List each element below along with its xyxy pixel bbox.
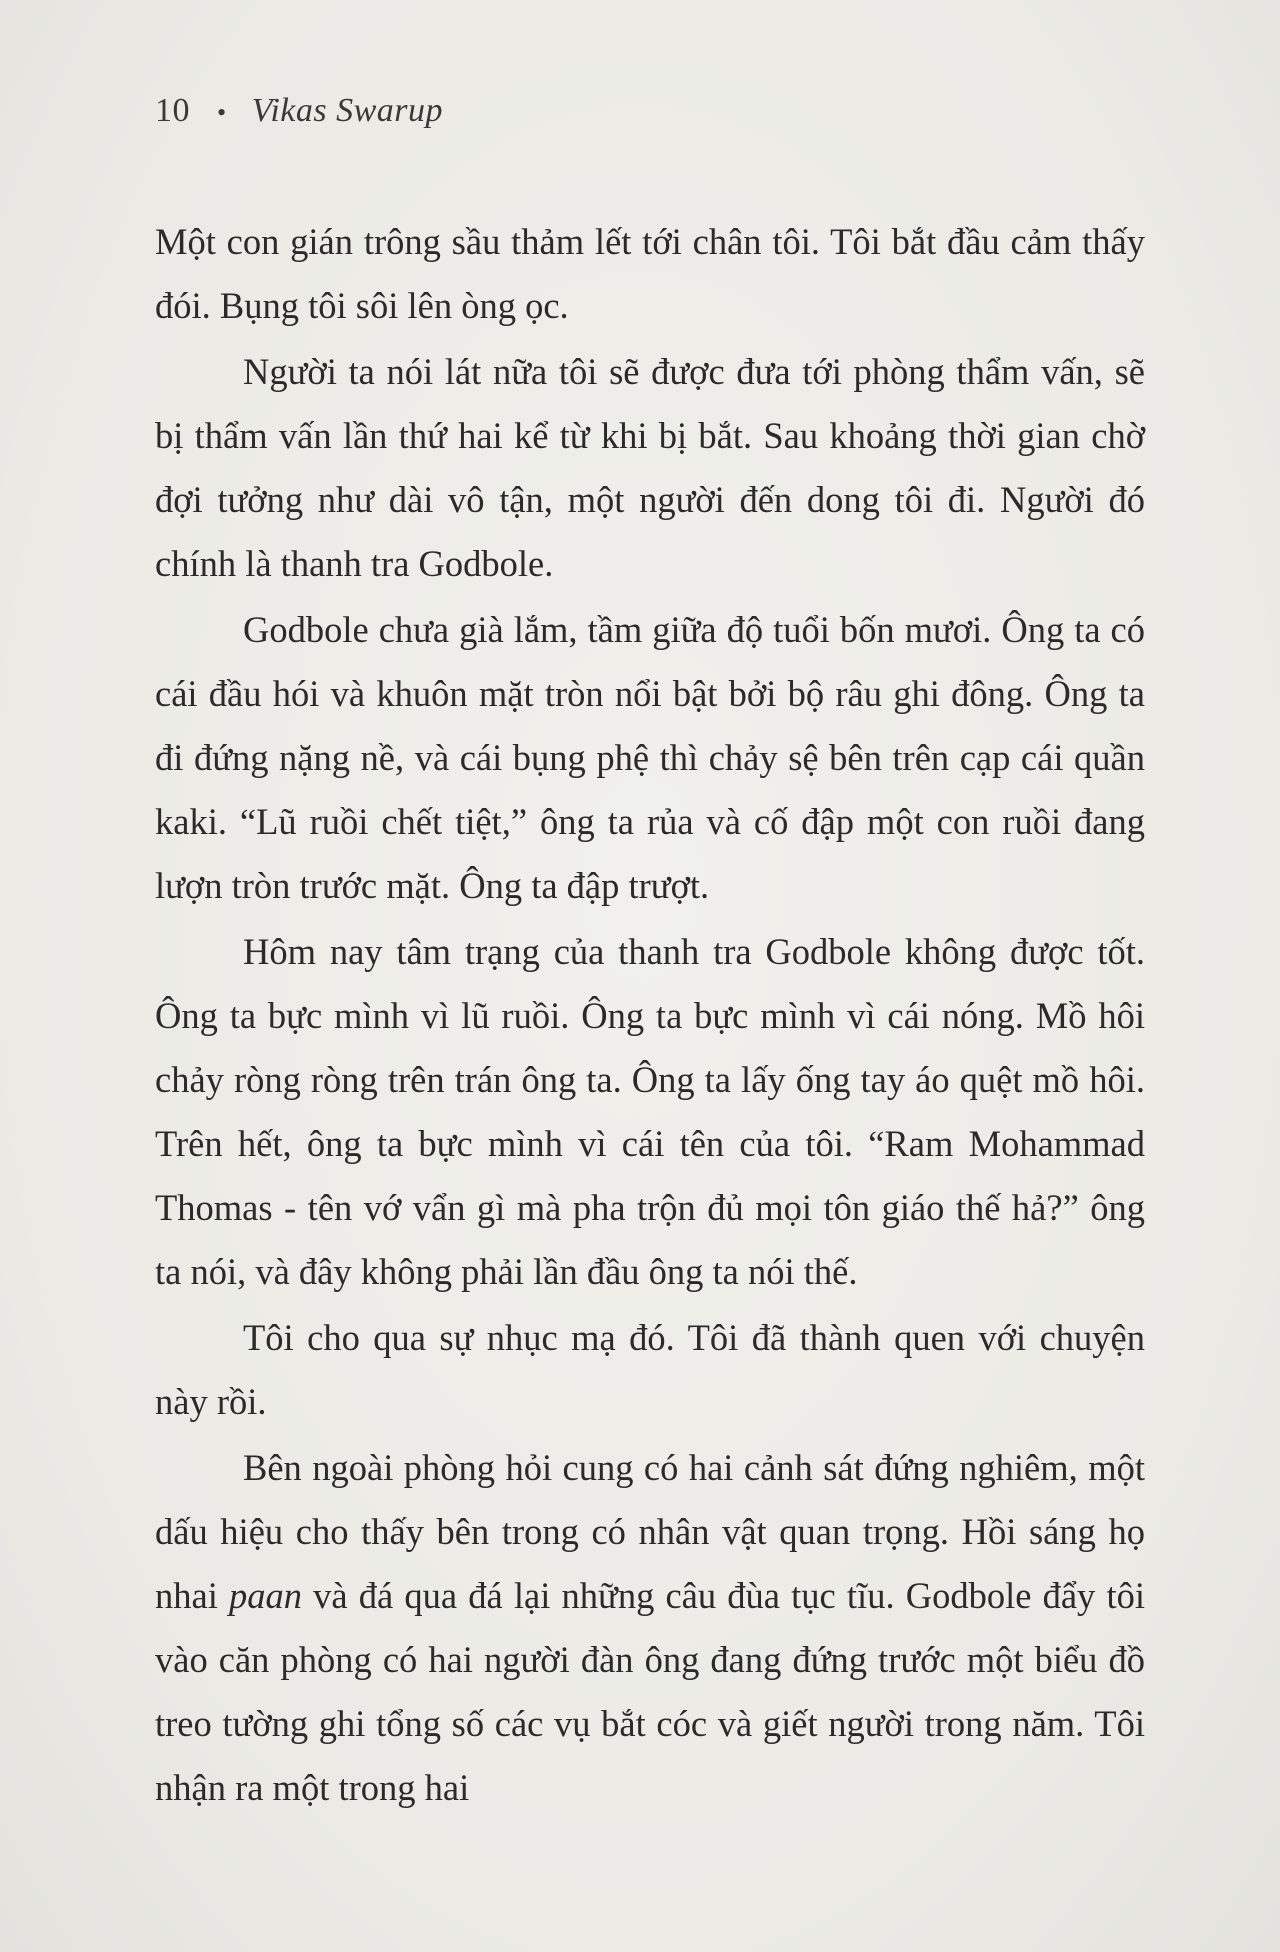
paragraph-6-part-1: Bên ngoài phòng hỏi cung có hai cảnh sát đứng nghiêm, một dấu hiệu cho thấy bên trong có nhân vật quan trọng. Hồi sáng họ nhai [155,1447,1145,1616]
paragraph-1: Một con gián trông sầu thảm lết tới chân tôi. Tôi bắt đầu cảm thấy đói. Bụng tôi sôi lên òng ọc. [155,221,1145,326]
body-text [155,210,1145,1822]
paragraph-5: Tôi cho qua sự nhục mạ đó. Tôi đã thành quen với chuyện này rồi. [155,1317,1145,1422]
paragraph-6 [155,1436,1145,1820]
author-name: Vikas Swarup [251,92,444,129]
paragraph-4: Hôm nay tâm trạng của thanh tra Godbole không được tốt. Ông ta bực mình vì lũ ruồi. Ông ta bực mình vì cái nóng. Mồ hôi chảy ròng ròng trên trán ông ta. Ông ta lấy ống tay áo quệt mồ hôi. Trên hết, ông ta bực mình vì cái tên của tôi. “Ram Mohammad Thomas - tên vớ vẩn gì mà pha trộn đủ mọi tôn giáo thế hả?” ông ta nói, và đây không phải lần đầu ông ta nói thế. [155,931,1145,1292]
italic-word-paan: paan [229,1575,303,1616]
paragraph-6-part-2: và đá qua đá lại những câu đùa tục tĩu. Godbole đẩy tôi vào căn phòng có hai người đàn ông đang đứng trước một biểu đồ treo tường ghi tổng số các vụ bắt cóc và giết người trong năm. Tôi nhận ra một trong hai [155,1575,1145,1808]
running-header [155,92,443,130]
paragraph-2: Người ta nói lát nữa tôi sẽ được đưa tới phòng thẩm vấn, sẽ bị thẩm vấn lần thứ hai kể từ khi bị bắt. Sau khoảng thời gian chờ đợi tưởng như dài vô tận, một người đến dong tôi đi. Người đó chính là thanh tra Godbole. [155,351,1145,584]
page-number: 10 [155,92,190,129]
header-separator: • [217,98,227,127]
paragraph-3: Godbole chưa già lắm, tầm giữa độ tuổi bốn mươi. Ông ta có cái đầu hói và khuôn mặt tròn nổi bật bởi bộ râu ghi đông. Ông ta đi đứng nặng nề, và cái bụng phệ thì chảy sệ bên trên cạp cái quần kaki. “Lũ ruồi chết tiệt,” ông ta rủa và cố đập một con ruồi đang lượn tròn trước mặt. Ông ta đập trượt. [155,609,1145,906]
